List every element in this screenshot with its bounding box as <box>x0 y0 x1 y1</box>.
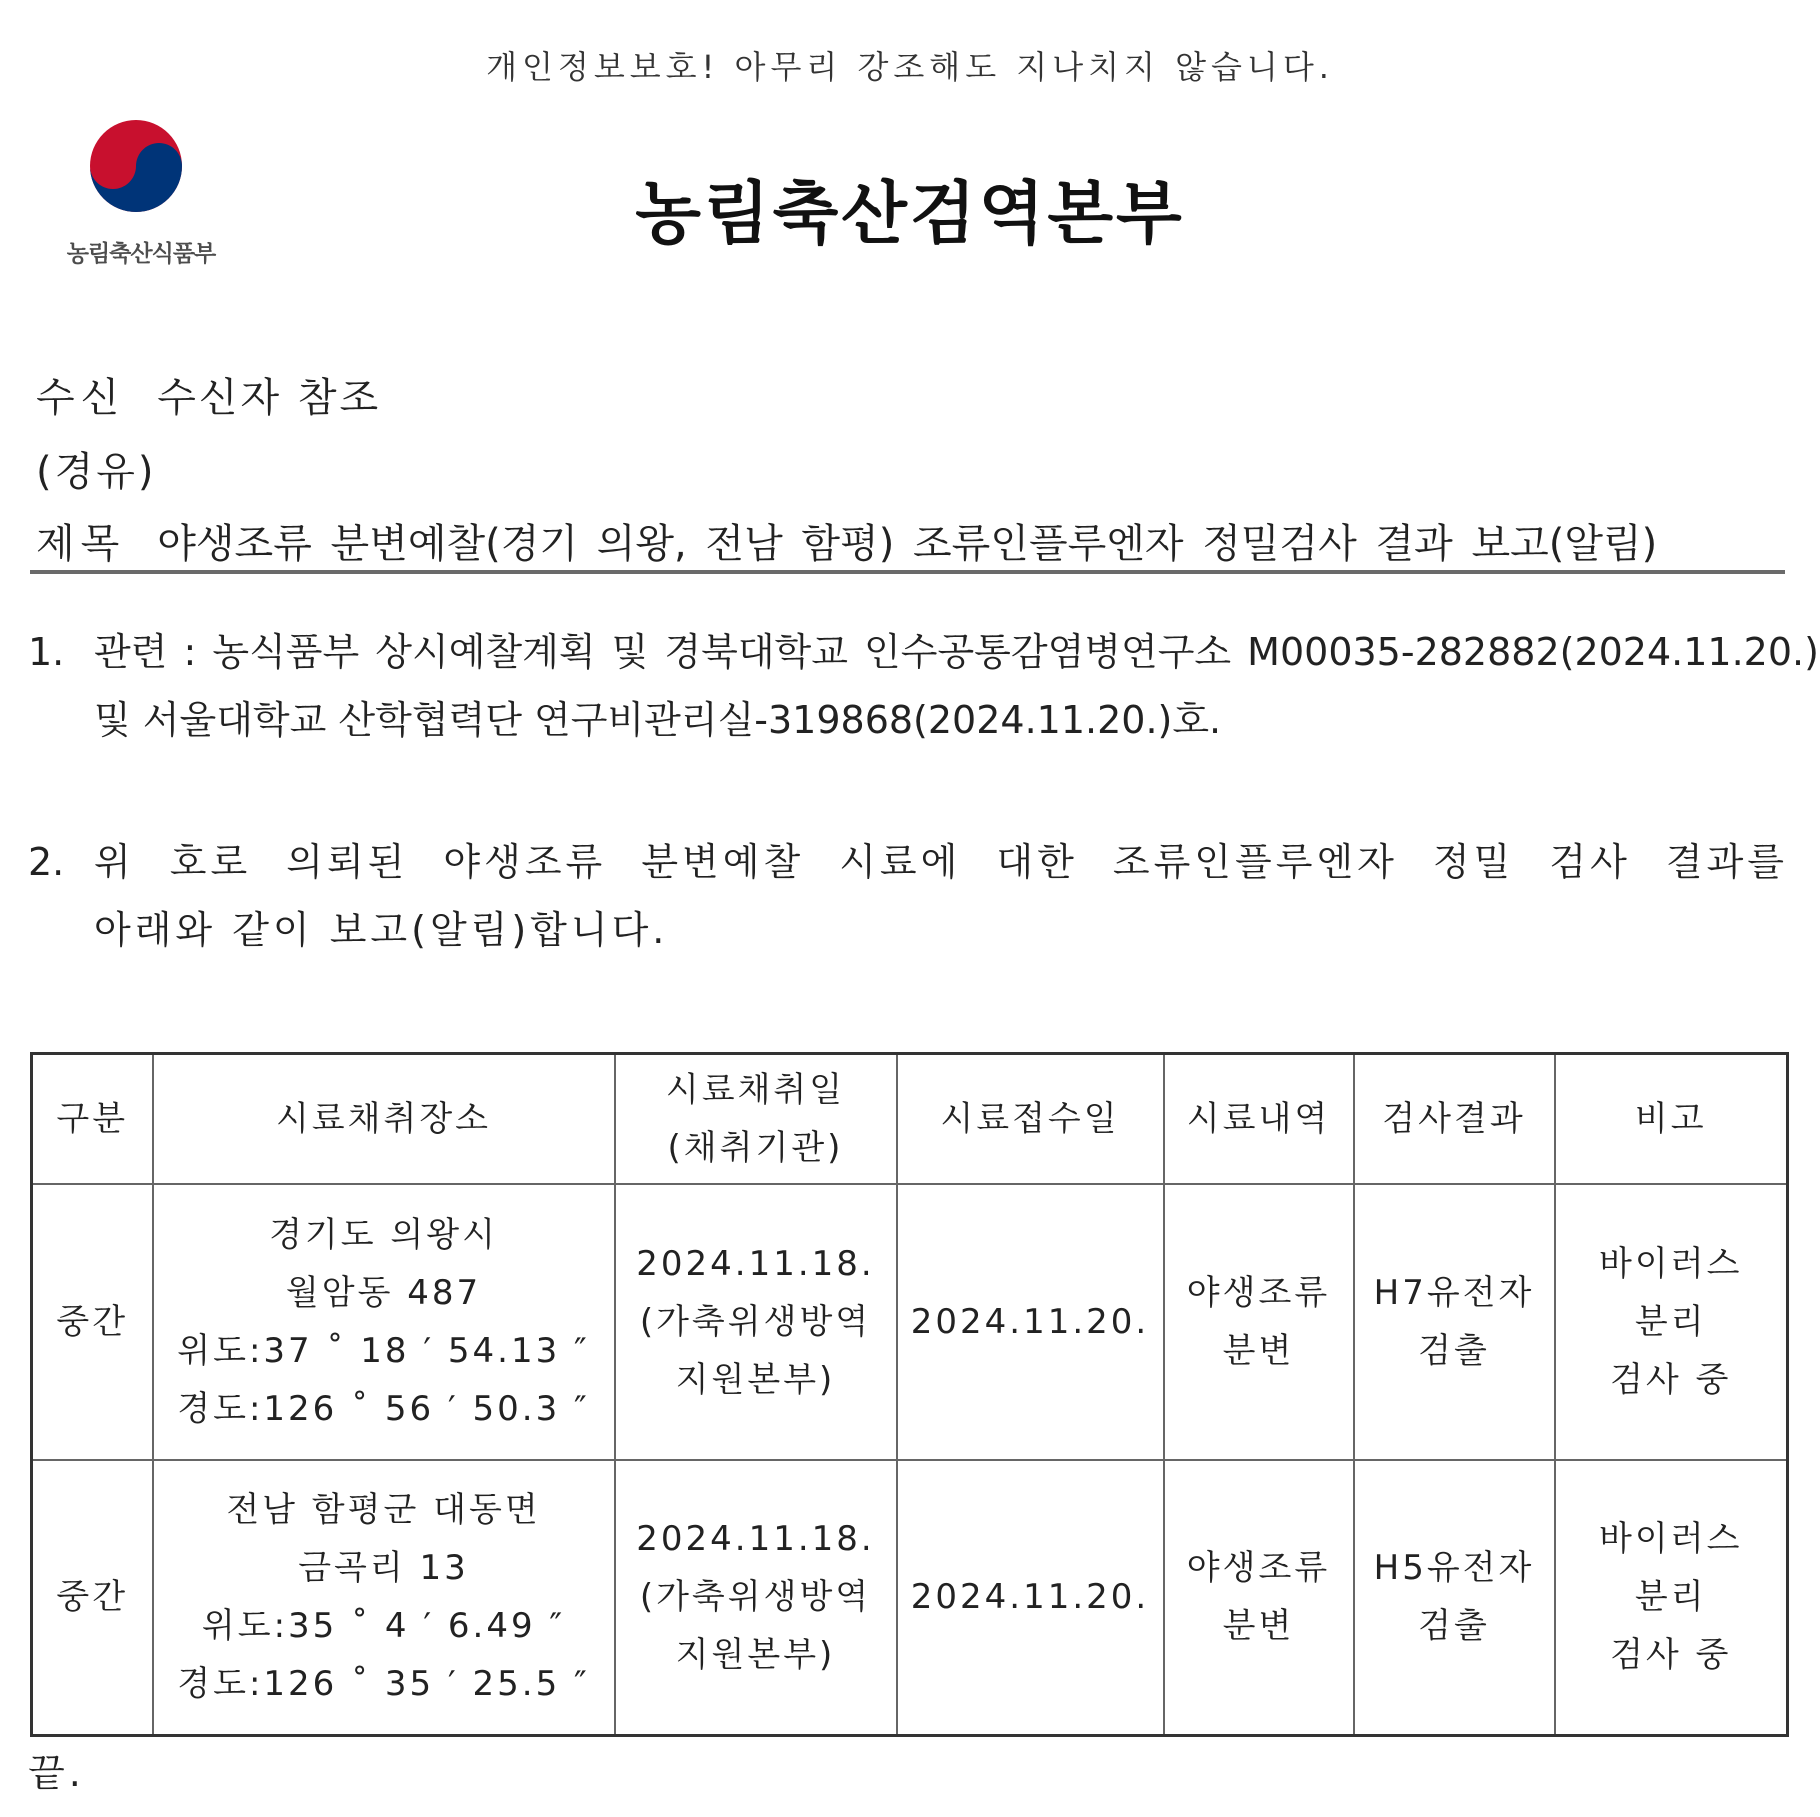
cell-site <box>153 1460 615 1736</box>
cell-date <box>615 1184 897 1460</box>
paragraph-2 <box>28 828 1788 964</box>
remarks-line: 바이러스 <box>1599 1243 1743 1284</box>
subject-value: 야생조류 분변예찰(경기 의왕, 전남 함평) 조류인플루엔자 정밀검사 결과 보고(알림) <box>157 521 1658 567</box>
result-table <box>30 1052 1789 1737</box>
header-received: 시료접수일 <box>897 1054 1164 1184</box>
sample-line: 분변 <box>1222 1330 1295 1371</box>
cell-sample <box>1164 1460 1354 1736</box>
end-mark: 끝. <box>28 1751 85 1795</box>
site-line: 전남 함평군 대동면 <box>226 1490 541 1531</box>
result-line: H7유전자 <box>1373 1272 1535 1313</box>
table-header-row <box>32 1054 1788 1184</box>
cell-date <box>615 1460 897 1736</box>
subject-divider <box>30 570 1785 574</box>
date-line: 지원본부) <box>675 1635 836 1676</box>
subject-label: 제목 <box>36 521 126 567</box>
cell-remarks <box>1555 1184 1788 1460</box>
cell-remarks <box>1555 1460 1788 1736</box>
paragraph-line: 관련 : 농식품부 상시예찰계획 및 경북대학교 인수공통감염병연구소 M00035-282882(2024.11.20.) <box>94 630 1819 674</box>
paragraph-line: 및 서울대학교 산학협력단 연구비관리실-319868(2024.11.20.)호. <box>94 698 1222 742</box>
sample-line: 분변 <box>1222 1606 1295 1647</box>
via-line <box>36 440 157 497</box>
cell-sample <box>1164 1184 1354 1460</box>
via-label: (경유) <box>36 449 157 495</box>
header-remarks: 비고 <box>1555 1054 1788 1184</box>
privacy-notice: 개인정보보호! 아무리 강조해도 지나치지 않습니다. <box>486 48 1334 86</box>
header-division: 구분 <box>32 1054 153 1184</box>
remarks-line: 분리 <box>1634 1301 1707 1342</box>
site-line: 경도:126 ˚ 35 ′ 25.5 ″ <box>177 1664 590 1705</box>
date-line: (가축위생방역 <box>639 1577 872 1618</box>
cell-received: 2024.11.20. <box>897 1184 1164 1460</box>
remarks-line: 검사 중 <box>1610 1359 1732 1400</box>
result-line: H5유전자 <box>1373 1548 1535 1589</box>
result-line: 검출 <box>1418 1606 1490 1647</box>
site-line: 경기도 의왕시 <box>269 1214 498 1255</box>
paragraph-number: 1. <box>28 630 65 674</box>
subject-line <box>36 512 1657 569</box>
date-line: 2024.11.18. <box>636 1519 875 1560</box>
site-line: 월암동 487 <box>285 1272 482 1313</box>
header-date-line: 시료채취일 <box>665 1069 846 1110</box>
paragraph-number: 2. <box>28 840 65 884</box>
recipient-line <box>36 366 381 423</box>
date-line: 지원본부) <box>675 1359 836 1400</box>
table-row <box>32 1184 1788 1460</box>
paragraph-1 <box>28 618 1819 754</box>
header-date <box>615 1054 897 1184</box>
header-sample: 시료내역 <box>1164 1054 1354 1184</box>
table-row <box>32 1460 1788 1736</box>
cell-result <box>1354 1184 1555 1460</box>
cell-result <box>1354 1460 1555 1736</box>
paragraph-line: 위 호로 의뢰된 야생조류 분변예찰 시료에 대한 조류인플루엔자 정밀 검사 결과를 <box>94 840 1788 884</box>
sample-line: 야생조류 <box>1186 1272 1331 1313</box>
document-title: 농림축산검역본부 <box>635 175 1185 254</box>
site-line: 위도:37 ˚ 18 ′ 54.13 ″ <box>177 1330 590 1371</box>
cell-received: 2024.11.20. <box>897 1460 1164 1736</box>
site-line: 위도:35 ˚ 4 ′ 6.49 ″ <box>201 1606 566 1647</box>
cell-division: 중간 <box>32 1460 153 1736</box>
remarks-line: 바이러스 <box>1599 1519 1743 1560</box>
header-result: 검사결과 <box>1354 1054 1555 1184</box>
site-line: 금곡리 13 <box>298 1548 469 1589</box>
recipient-value: 수신자 참조 <box>157 375 382 421</box>
result-line: 검출 <box>1418 1330 1490 1371</box>
ministry-name: 농림축산식품부 <box>66 241 216 267</box>
site-line: 경도:126 ˚ 56 ′ 50.3 ″ <box>177 1388 590 1429</box>
remarks-line: 검사 중 <box>1610 1635 1732 1676</box>
recipient-label: 수신 <box>36 375 126 421</box>
date-line: 2024.11.18. <box>636 1243 875 1284</box>
header-site: 시료채취장소 <box>153 1054 615 1184</box>
sample-line: 야생조류 <box>1186 1548 1331 1589</box>
header-date-line: (채취기관) <box>667 1127 844 1168</box>
remarks-line: 분리 <box>1634 1577 1707 1618</box>
cell-division: 중간 <box>32 1184 153 1460</box>
date-line: (가축위생방역 <box>639 1301 872 1342</box>
paragraph-line: 아래와 같이 보고(알림)합니다. <box>94 908 669 952</box>
cell-site <box>153 1184 615 1460</box>
